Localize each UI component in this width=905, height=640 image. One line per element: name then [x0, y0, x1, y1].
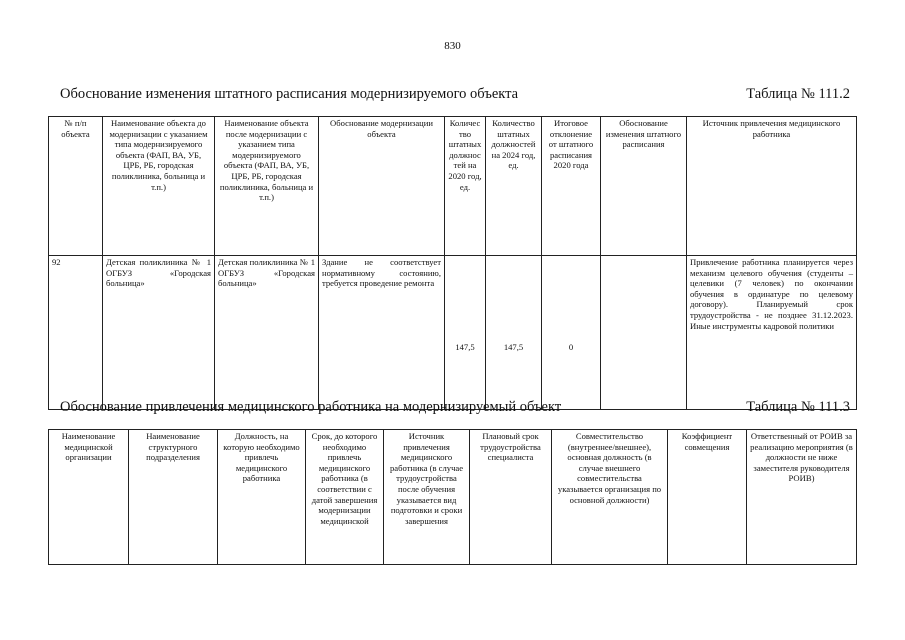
header-cell: Обоснование изменения штатного расписания — [601, 117, 687, 256]
header-cell: Совместительство (внутреннее/внешнее), основная должность (в случае внешнего совместительства указывается организация по основной должности) — [552, 430, 668, 565]
header-cell: Наименование объекта после модернизации с указанием типа модернизируемого объекта (ФАП, ВА, УБ, ЦРБ, РБ, городская поликлиника, больница и т.п.) — [215, 117, 319, 256]
header-cell: Количество штатных должностей на 2024 год, ед. — [486, 117, 542, 256]
header-cell: Плановый срок трудоустройства специалиста — [470, 430, 552, 565]
header-cell: Ответственный от РОИВ за реализацию мероприятия (в должности не ниже заместителя руководителя РОИВ) — [747, 430, 857, 565]
table2-title-row — [60, 399, 850, 416]
staff-2024-cell: 147,5 — [486, 256, 542, 410]
table1-title: Обоснование изменения штатного расписания модернизируемого объекта — [60, 86, 519, 102]
staff-2020-cell: 147,5 — [445, 256, 486, 410]
deviation-cell: 0 — [542, 256, 601, 410]
table1-title-row — [60, 86, 850, 103]
table1-label: Таблица № 111.2 — [746, 86, 850, 102]
change-reason-cell — [601, 256, 687, 410]
header-cell: Срок, до которого необходимо привлечь медицинского работника (в соответствии с датой завершения модернизации медицинской — [306, 430, 384, 565]
table1-header-row — [49, 117, 857, 256]
header-cell: Коэффициент совмещения — [668, 430, 747, 565]
header-cell: Наименование объекта до модернизации с указанием типа модернизируемого объекта (ФАП, ВА, УБ, ЦРБ, РБ, городская поликлиника, больница и т.п.) — [103, 117, 215, 256]
recruitment-table — [48, 429, 857, 565]
header-cell: Источник привлечения медицинского работника — [687, 117, 857, 256]
table-row — [49, 256, 857, 410]
staffing-table — [48, 116, 857, 410]
source-cell: Привлечение работника планируется через механизм целевого обучения (студенты – целевики (7 человек) по окончании обучения в ординатуре по целевому договору). Планируемый срок трудоустройства - не позднее 31.12.2023. Иные инструменты кадровой политики — [687, 256, 857, 410]
page-number: 830 — [444, 40, 461, 52]
table2-header-row — [49, 430, 857, 565]
row-number: 92 — [49, 256, 103, 410]
name-after-cell: Детская поликлиника № 1 ОГБУЗ «Городская больница» — [215, 256, 319, 410]
name-before-cell: Детская поликлиника № 1 ОГБУЗ «Городская больница» — [103, 256, 215, 410]
header-cell: Обоснование модернизации объекта — [319, 117, 445, 256]
header-cell: Должность, на которую необходимо привлечь медицинского работника — [218, 430, 306, 565]
header-cell: № п/п объекта — [49, 117, 103, 256]
header-cell: Источник привлечения медицинского работника (в случае трудоустройства после обучения указывается вид подготовки и сроки завершения — [384, 430, 470, 565]
table2-title: Обоснование привлечения медицинского работника на модернизируемый объект — [60, 399, 562, 415]
justification-cell: Здание не соответствует нормативному состоянию, требуется проведение ремонта — [319, 256, 445, 410]
table2-label: Таблица № 111.3 — [746, 399, 850, 415]
header-cell: Количество штатных должностей на 2020 год, ед. — [445, 117, 486, 256]
header-cell: Итоговое отклонение от штатного расписания 2020 года — [542, 117, 601, 256]
header-cell: Наименование структурного подразделения — [129, 430, 218, 565]
header-cell: Наименование медицинской организации — [49, 430, 129, 565]
